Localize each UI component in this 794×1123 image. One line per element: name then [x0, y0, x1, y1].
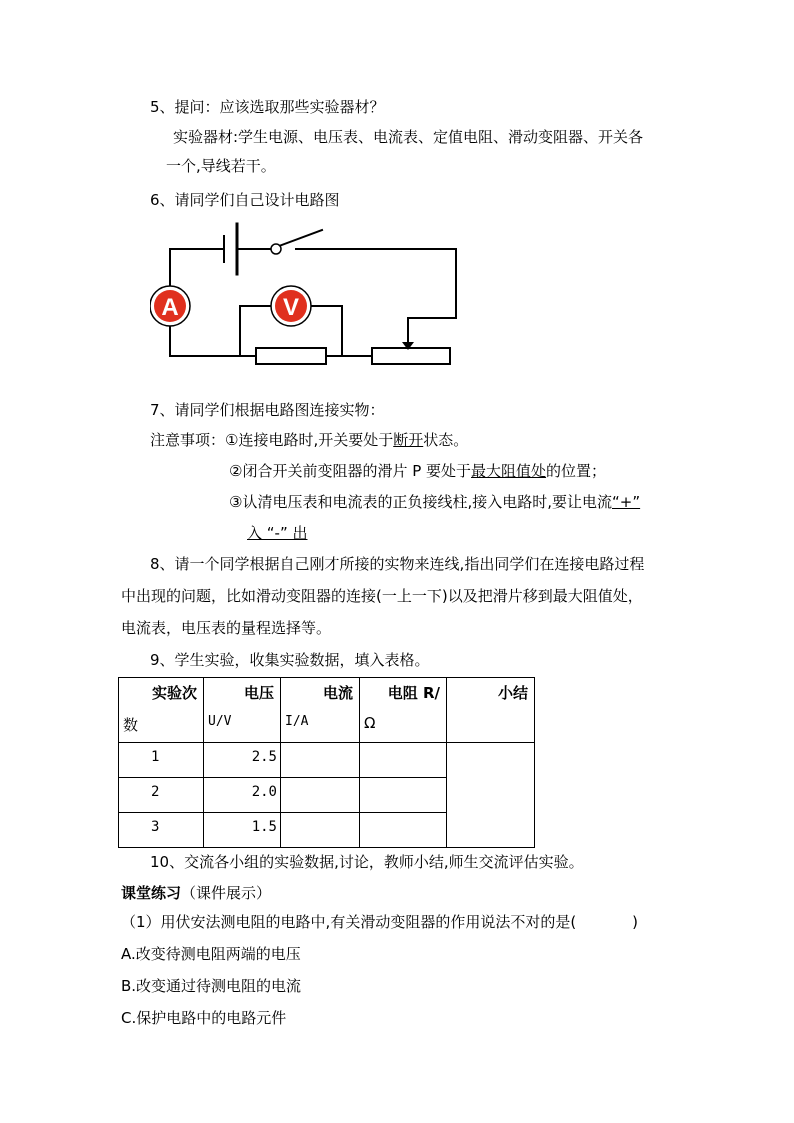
step10-text: 10、交流各小组的实验数据,讨论，教师小结,师生交流评估实验。	[150, 853, 584, 871]
header-cell-summary	[447, 678, 535, 743]
row2-trial: 2	[119, 778, 204, 813]
table-header-row	[119, 678, 535, 743]
note-1-prefix: 注意事项：①连接电路时,开关要处于	[150, 431, 394, 449]
step5-question: 5、提问：应该选取那些实验器材？	[150, 98, 385, 116]
header-resistance-line1: 电阻 R/	[387, 684, 440, 702]
header-voltage-line1: 电压	[243, 684, 274, 702]
note-2-suffix: 的位置；	[546, 462, 607, 480]
header-cell-trial	[119, 678, 204, 743]
header-current-line2: I/A	[285, 714, 309, 729]
note-1	[150, 430, 468, 450]
row1-current[interactable]	[281, 743, 360, 778]
fixed-resistor	[256, 348, 326, 364]
option-c: C.保护电路中的电路元件	[121, 1009, 287, 1027]
header-cell-voltage	[204, 678, 281, 743]
header-cell-resistance	[360, 678, 447, 743]
note-2-prefix: ②闭合开关前变阻器的滑片 P 要处于	[229, 462, 472, 480]
row1-trial: 1	[119, 743, 204, 778]
rheostat	[372, 348, 450, 364]
note-3-prefix: ③认清电压表和电流表的正负接线柱,接入电路时,要让电流	[229, 493, 612, 511]
header-trial-line1: 实验次	[151, 684, 197, 702]
question-1	[121, 912, 638, 932]
note-3-answer-b: 入 “-” 出	[247, 524, 308, 542]
option-b: B.改变通过待测电阻的电流	[121, 977, 302, 995]
row1-voltage: 2.5	[204, 743, 281, 778]
switch-pivot	[271, 244, 281, 254]
equipment-line-2: 一个,导线若干。	[166, 157, 276, 175]
note-3	[229, 492, 640, 512]
note-1-answer: 断开	[393, 431, 424, 449]
note-3-answer-a: “+”	[612, 493, 641, 511]
note-2-answer: 最大阻值处	[471, 462, 547, 480]
option-a: A.改变待测电阻两端的电压	[121, 945, 301, 963]
note-1-suffix: 状态。	[423, 431, 469, 449]
row2-current[interactable]	[281, 778, 360, 813]
row2-voltage: 2.0	[204, 778, 281, 813]
table-row	[119, 743, 535, 778]
practice-heading	[121, 883, 271, 903]
practice-title-suffix: （课件展示）	[181, 884, 272, 902]
question-1-end: )	[632, 913, 639, 931]
summary-cell[interactable]	[447, 743, 535, 848]
row3-resistance[interactable]	[360, 813, 447, 848]
row3-voltage: 1.5	[204, 813, 281, 848]
practice-title: 课堂练习	[121, 884, 182, 902]
circuit-diagram	[150, 218, 470, 384]
header-current-line1: 电流	[322, 684, 353, 702]
ammeter-label: A	[161, 294, 179, 321]
data-table	[118, 677, 535, 848]
step9-text: 9、学生实验，收集实验数据，填入表格。	[150, 651, 430, 669]
row2-resistance[interactable]	[360, 778, 447, 813]
step8-line-1: 8、请一个同学根据自己刚才所接的实物来连线,指出同学们在连接电路过程	[150, 555, 645, 573]
header-trial-line2: 数	[123, 716, 139, 734]
step7-text: 7、请同学们根据电路图连接实物：	[150, 401, 385, 419]
equipment-line-1: 实验器材:学生电源、电压表、电流表、定值电阻、滑动变阻器、开关各	[173, 128, 644, 146]
row3-trial: 3	[119, 813, 204, 848]
header-cell-current	[281, 678, 360, 743]
note-2	[229, 461, 606, 481]
step8-line-3: 电流表，电压表的量程选择等。	[121, 619, 332, 637]
row3-current[interactable]	[281, 813, 360, 848]
row1-resistance[interactable]	[360, 743, 447, 778]
step8-line-2: 中出现的问题，比如滑动变阻器的连接(一上一下)以及把滑片移到最大阻值处，	[121, 587, 643, 605]
header-voltage-line2: U/V	[208, 714, 232, 729]
voltmeter-label: V	[282, 294, 300, 321]
header-summary-line1: 小结	[497, 684, 528, 702]
question-1-text: （1）用伏安法测电阻的电路中,有关滑动变阻器的作用说法不对的是(	[121, 913, 577, 931]
step6-text: 6、请同学们自己设计电路图	[150, 191, 340, 209]
switch-lever	[279, 230, 322, 246]
header-resistance-line2: Ω	[364, 714, 376, 732]
